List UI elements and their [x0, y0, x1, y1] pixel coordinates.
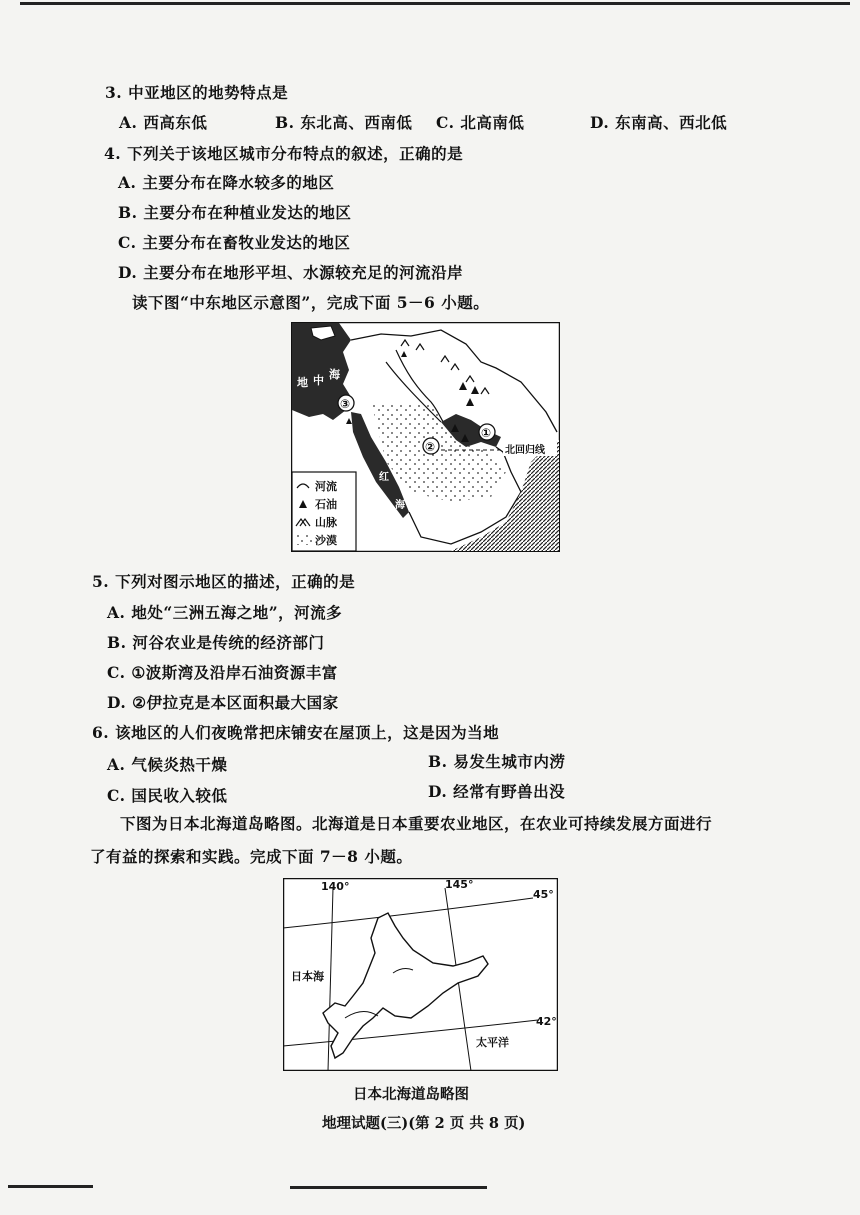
q3-option-a: A. 西高东低	[119, 113, 208, 132]
map-label-circle-1: ①	[481, 426, 492, 440]
legend-oil-label: 石油	[315, 498, 337, 511]
map-label-red-sea-2: 海	[395, 500, 405, 511]
q4-option-c: C. 主要分布在畜牧业发达的地区	[118, 233, 351, 252]
q6-option-c: C. 国民收入较低	[107, 786, 228, 805]
map-label-mediterranean-3: 海	[329, 368, 340, 381]
q5-stem: 5. 下列对图示地区的描述，正确的是	[92, 572, 356, 591]
map-label-lat-42: 42°	[536, 1015, 557, 1028]
q5-option-d: D. ②伊拉克是本区面积最大国家	[107, 693, 339, 712]
map-label-circle-2: ②	[425, 440, 436, 454]
q3-option-c: C. 北高南低	[436, 113, 525, 132]
bottom-rule-left	[8, 1185, 93, 1188]
map-label-lon-140: 140°	[321, 880, 350, 893]
map-label-tropic: 北回归线	[505, 445, 545, 456]
q3-stem: 3. 中亚地区的地势特点是	[105, 83, 289, 102]
q5-option-c: C. ①波斯湾及沿岸石油资源丰富	[107, 663, 338, 682]
map-label-circle-3: ③	[340, 397, 351, 411]
map-label-lon-145: 145°	[445, 878, 474, 891]
hokkaido-map	[283, 878, 558, 1071]
middle-east-map	[291, 322, 560, 552]
map-label-lat-45: 45°	[533, 888, 554, 901]
q6-stem: 6. 该地区的人们夜晚常把床铺安在屋顶上，这是因为当地	[92, 723, 500, 742]
q6-option-d: D. 经常有野兽出没	[428, 782, 566, 801]
q4-option-d: D. 主要分布在地形平坦、水源较充足的河流沿岸	[118, 263, 464, 282]
map-label-pacific: 太平洋	[476, 1036, 509, 1049]
intro-7-8-line1: 下图为日本北海道岛略图。北海道是日本重要农业地区，在农业可持续发展方面进行	[120, 814, 713, 833]
map-label-mediterranean-1: 地	[297, 376, 308, 389]
top-rule	[20, 2, 850, 5]
q5-option-a: A. 地处“三洲五海之地”，河流多	[107, 603, 343, 622]
map-label-mediterranean-2: 中	[313, 374, 324, 387]
hokkaido-map-caption: 日本北海道岛略图	[353, 1086, 469, 1103]
intro-7-8-line2: 了有益的探索和实践。完成下面 7－8 小题。	[90, 847, 413, 866]
q6-option-a: A. 气候炎热干燥	[107, 755, 228, 774]
q4-stem: 4. 下列关于该地区城市分布特点的叙述，正确的是	[104, 144, 464, 163]
legend-mountain-label: 山脉	[315, 516, 337, 529]
q5-option-b: B. 河谷农业是传统的经济部门	[107, 633, 325, 652]
map-label-red-sea-1: 红	[379, 472, 389, 483]
map-label-sea-of-japan: 日本海	[291, 970, 324, 983]
q6-option-b: B. 易发生城市内涝	[428, 752, 566, 771]
legend-river-label: 河流	[315, 480, 337, 493]
legend-desert-label: 沙漠	[315, 534, 337, 547]
q4-option-a: A. 主要分布在降水较多的地区	[118, 173, 335, 192]
q3-option-b: B. 东北高、西南低	[275, 113, 413, 132]
q3-option-d: D. 东南高、西北低	[590, 113, 728, 132]
bottom-rule-center	[290, 1186, 487, 1189]
q4-option-b: B. 主要分布在种植业发达的地区	[118, 203, 352, 222]
page-footer: 地理试题(三)(第 2 页 共 8 页)	[322, 1115, 526, 1132]
legend-desert-icon	[296, 535, 312, 545]
intro-5-6: 读下图“中东地区示意图”，完成下面 5－6 小题。	[132, 293, 490, 312]
